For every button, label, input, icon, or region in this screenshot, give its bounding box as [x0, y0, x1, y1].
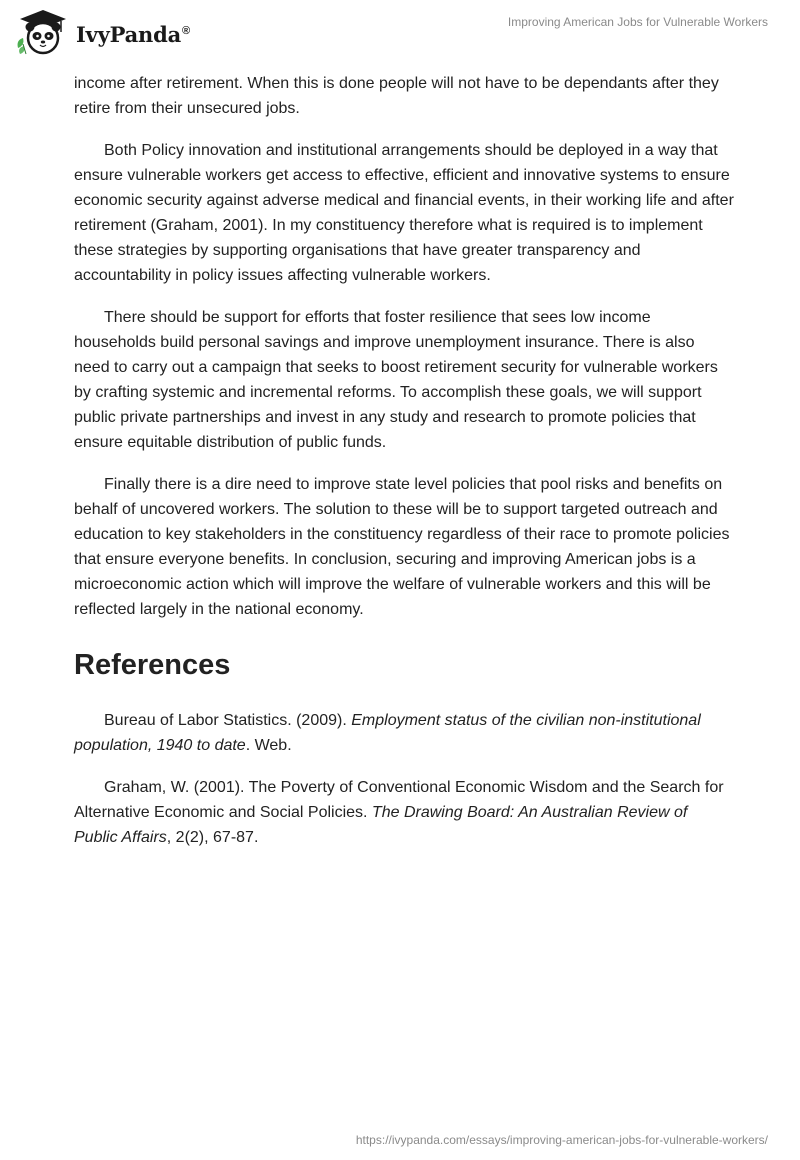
- reference-title: The Drawing Board: An Australian Review of Public Affairs: [74, 804, 688, 846]
- registered-mark: ®: [182, 24, 190, 37]
- paragraph: There should be support for efforts that foster resilience that sees low income households build personal savings and improve unemployment insurance. There is also need to carry out a campaign that seeks to boost retirement security for vulnerable workers by crafting systemic and incremental reforms. To accomplish these goals, we will support public private partnerships and invest in any study and research to promote policies that ensure equitable distribution of public funds.: [74, 309, 718, 451]
- paragraph: Finally there is a dire need to improve state level policies that pool risks and benefits on behalf of uncovered workers. The solution to these will be to support targeted outreach and education to key stakeholders in the constituency regardless of their race to promote policies that ensure everyone benefits. In conclusion, securing and improving American jobs is a microeconomic action which will improve the welfare of vulnerable workers and this will be reflected largely in the national economy.: [74, 476, 730, 618]
- reference-item: [74, 708, 734, 758]
- logo-wordmark: [76, 22, 190, 47]
- ivypanda-logo[interactable]: [14, 8, 190, 56]
- page-header: [0, 0, 800, 64]
- references-heading: References: [74, 649, 231, 681]
- reference-item: [74, 775, 734, 850]
- paragraph-continued: income after retirement. When this is done people will not have to be dependants after they retire from their unsecured jobs.: [74, 75, 719, 117]
- document-title: Improving American Jobs for Vulnerable Workers: [507, 15, 768, 29]
- reference-suffix: , 2(2), 67-87.: [166, 829, 259, 846]
- source-url-link[interactable]: https://ivypanda.com/essays/improving-american-jobs-for-vulnerable-workers/: [355, 1133, 768, 1147]
- logo-text: IvyPanda: [76, 21, 182, 47]
- reference-suffix: . Web.: [245, 737, 292, 754]
- panda-graduate-icon: [14, 8, 72, 56]
- reference-text: Graham, W. (2001). The Poverty of Conventional Economic Wisdom and the Search for Alternative Economic and Social Policies.: [74, 779, 724, 821]
- essay-body: [74, 71, 734, 867]
- reference-text: Bureau of Labor Statistics. (2009).: [104, 712, 352, 729]
- paragraph: Both Policy innovation and institutional arrangements should be deployed in a way that ensure vulnerable workers get access to effective, efficient and innovative systems to ensure economic security against adverse medical and financial events, in their working life and after retirement (Graham, 2001). In my constituency therefore what is required is to implement these strategies by supporting organisations that have greater transparency and accountability in policy issues affecting vulnerable workers.: [74, 142, 734, 284]
- reference-title: Employment status of the civilian non-institutional population, 1940 to date: [74, 712, 701, 754]
